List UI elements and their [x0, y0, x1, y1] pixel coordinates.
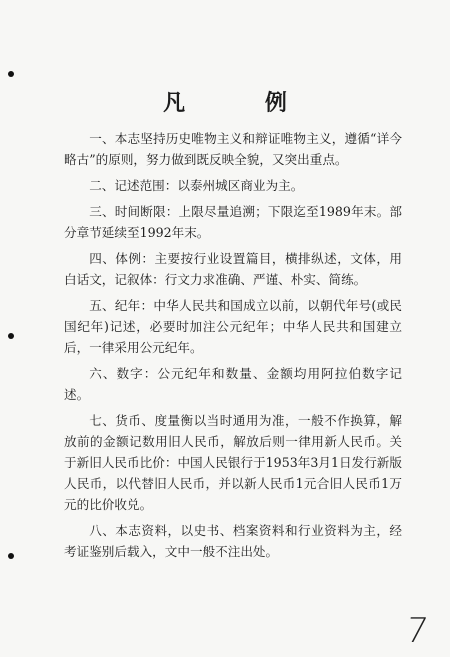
note-paragraph: 二、记述范围：以泰州城区商业为主。	[89, 178, 304, 193]
binding-hole-mark	[8, 71, 14, 77]
notes-body	[64, 128, 402, 567]
note-paragraph: 七、货币、度量衡以当时通用为准，一般不作换算，解放前的金额记数用旧人民币，解放后则一律用新人民币。关于新旧人民币比价：中国人民银行于1953年3月1日发行新版人民币，以代替旧人民币，并以新人民币1元合旧人民币1万元的比价收兑。	[64, 413, 402, 512]
binding-hole-mark	[8, 553, 14, 559]
page-title: 凡 例	[163, 90, 323, 116]
note-paragraph: 五、纪年：中华人民共和国成立以前，以朝代年号(或民国纪年)记述，必要时加注公元纪年；中华人民共和国建立后，一律采用公元纪年。	[64, 298, 402, 355]
page-number: 7	[403, 611, 431, 651]
note-paragraph: 四、体例：主要按行业设置篇目，横排纵述，文体，用白话文，记叙体：行文力求准确、严谨、朴实、简练。	[64, 251, 402, 287]
note-paragraph: 八、本志资料，以史书、档案资料和行业资料为主，经考证鉴别后载入，文中一般不注出处。	[64, 523, 402, 559]
note-paragraph: 一、本志坚持历史唯物主义和辩证唯物主义，遵循“详今略古”的原则，努力做到既反映全貌，又突出重点。	[64, 131, 402, 167]
note-paragraph: 三、时间断限：上限尽量追溯；下限迄至1989年末。部分章节延续至1992年末。	[64, 204, 402, 240]
binding-hole-mark	[8, 333, 14, 339]
note-paragraph: 六、数字：公元纪年和数量、金额均用阿拉伯数字记述。	[64, 366, 402, 402]
